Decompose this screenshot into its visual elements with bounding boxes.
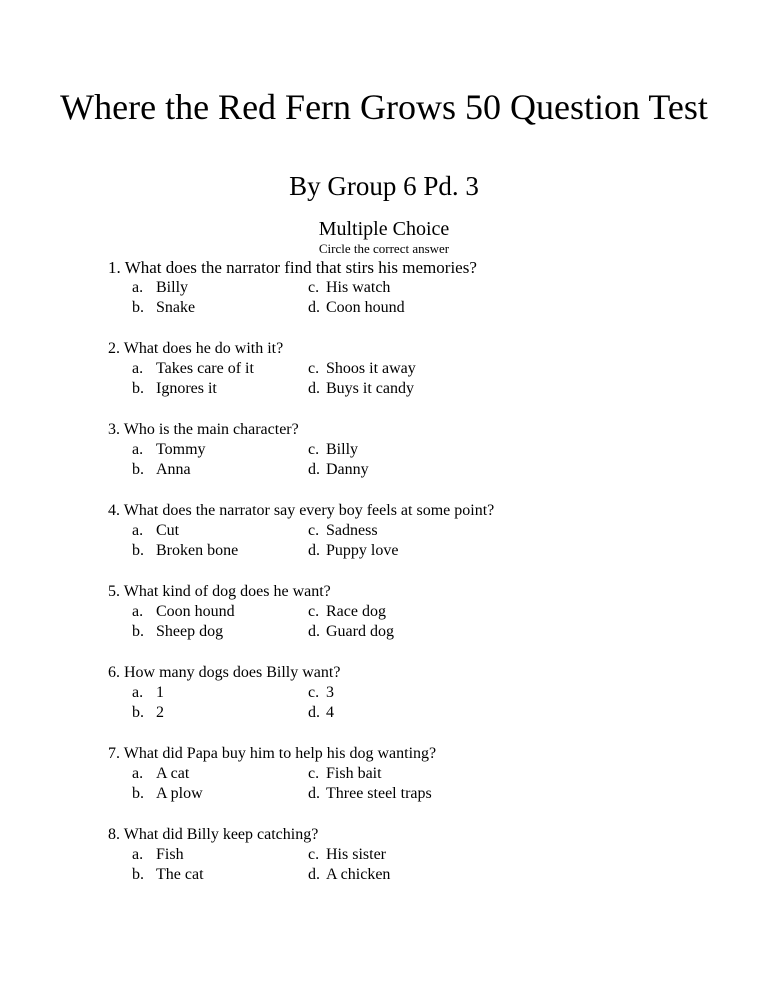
option-a[interactable]	[108, 440, 308, 460]
option-row	[108, 278, 728, 298]
option-a[interactable]	[108, 521, 308, 541]
option-b[interactable]	[108, 622, 308, 642]
option-text: A plow	[156, 785, 203, 802]
option-row	[108, 440, 728, 460]
option-d[interactable]	[308, 541, 398, 561]
option-letter: b.	[132, 461, 144, 478]
option-text: 2	[156, 704, 164, 721]
option-row	[108, 622, 728, 642]
option-letter: a.	[132, 765, 144, 782]
option-d[interactable]	[308, 703, 334, 723]
option-letter: b.	[132, 866, 144, 883]
question-text: 4. What does the narrator say every boy feels at some point?	[108, 502, 495, 519]
option-b[interactable]	[108, 784, 308, 804]
option-b[interactable]	[108, 379, 308, 399]
option-d[interactable]	[308, 298, 405, 318]
option-text: Guard dog	[326, 623, 394, 640]
option-row	[108, 703, 728, 723]
option-text: Coon hound	[326, 299, 405, 316]
option-text: 1	[156, 684, 164, 701]
option-c[interactable]	[308, 845, 386, 865]
option-letter: a.	[132, 846, 144, 863]
option-letter: d.	[308, 461, 320, 478]
question-text: 5. What kind of dog does he want?	[108, 583, 331, 600]
option-text: Takes care of it	[156, 360, 254, 377]
option-text: 4	[326, 704, 334, 721]
question-text: 7. What did Papa buy him to help his dog wanting?	[108, 745, 437, 762]
option-letter: d.	[308, 380, 320, 397]
option-text: Shoos it away	[326, 360, 416, 377]
question-3	[108, 420, 728, 480]
option-c[interactable]	[308, 521, 378, 541]
option-letter: d.	[308, 623, 320, 640]
option-text: 3	[326, 684, 334, 701]
option-text: Fish bait	[326, 765, 382, 782]
option-letter: d.	[308, 299, 320, 316]
option-a[interactable]	[108, 359, 308, 379]
option-text: Snake	[156, 299, 196, 316]
option-text: The cat	[156, 866, 204, 883]
option-text: Anna	[156, 461, 191, 478]
option-row	[108, 683, 728, 703]
option-text: Sheep dog	[156, 623, 224, 640]
option-letter: a.	[132, 603, 144, 620]
option-text: Ignores it	[156, 380, 217, 397]
option-row	[108, 460, 728, 480]
question-text: 6. How many dogs does Billy want?	[108, 664, 341, 681]
option-b[interactable]	[108, 865, 308, 885]
option-a[interactable]	[108, 683, 308, 703]
option-text: Billy	[156, 279, 189, 296]
option-row	[108, 784, 728, 804]
option-row	[108, 298, 728, 318]
option-row	[108, 845, 728, 865]
option-row	[108, 379, 728, 399]
option-text: Broken bone	[156, 542, 239, 559]
option-row	[108, 602, 728, 622]
option-text: Buys it candy	[326, 380, 414, 397]
section-instructions: Circle the correct answer	[318, 241, 450, 256]
option-text: Tommy	[156, 441, 206, 458]
question-8	[108, 825, 728, 885]
option-b[interactable]	[108, 541, 308, 561]
option-text: Fish	[156, 846, 184, 863]
option-a[interactable]	[108, 602, 308, 622]
option-letter: d.	[308, 785, 320, 802]
option-c[interactable]	[308, 602, 386, 622]
option-text: Three steel traps	[326, 785, 432, 802]
option-d[interactable]	[308, 865, 390, 885]
option-letter: a.	[132, 279, 144, 296]
option-letter: b.	[132, 380, 144, 397]
option-letter: b.	[132, 542, 144, 559]
option-text: His watch	[326, 279, 391, 296]
option-text: His sister	[326, 846, 386, 863]
option-letter: c.	[308, 765, 320, 782]
option-letter: b.	[132, 299, 144, 316]
option-text: Puppy love	[326, 542, 399, 559]
option-letter: c.	[308, 846, 320, 863]
question-text: 2. What does he do with it?	[108, 340, 284, 357]
option-text: Sadness	[326, 522, 378, 539]
option-c[interactable]	[308, 440, 358, 460]
option-letter: c.	[308, 279, 320, 296]
question-text: 3. Who is the main character?	[108, 421, 299, 438]
option-letter: c.	[308, 603, 320, 620]
question-7	[108, 744, 728, 804]
option-b[interactable]	[108, 703, 308, 723]
option-letter: c.	[308, 360, 320, 377]
option-letter: d.	[308, 704, 320, 721]
option-row	[108, 521, 728, 541]
option-c[interactable]	[308, 764, 382, 784]
question-2	[108, 339, 728, 399]
option-text: A cat	[156, 765, 190, 782]
option-letter: a.	[132, 684, 144, 701]
option-text: Coon hound	[156, 603, 235, 620]
option-c[interactable]	[308, 278, 390, 298]
option-text: Cut	[156, 522, 180, 539]
option-letter: d.	[308, 542, 320, 559]
option-d[interactable]	[308, 784, 432, 804]
document-title: Where the Red Fern Grows 50 Question Test	[60, 87, 708, 127]
option-letter: c.	[308, 684, 320, 701]
option-letter: a.	[132, 360, 144, 377]
option-d[interactable]	[308, 622, 394, 642]
option-letter: b.	[132, 704, 144, 721]
option-b[interactable]	[108, 460, 308, 480]
option-a[interactable]	[108, 278, 308, 298]
section-title: Multiple Choice	[318, 218, 450, 240]
option-row	[108, 764, 728, 784]
option-row	[108, 359, 728, 379]
option-text: Danny	[326, 461, 369, 478]
option-b[interactable]	[108, 298, 308, 318]
option-row	[108, 865, 728, 885]
option-letter: a.	[132, 441, 144, 458]
option-d[interactable]	[308, 460, 369, 480]
option-d[interactable]	[308, 379, 414, 399]
option-letter: b.	[132, 623, 144, 640]
option-c[interactable]	[308, 359, 416, 379]
option-letter: c.	[308, 441, 320, 458]
option-letter: b.	[132, 785, 144, 802]
option-letter: c.	[308, 522, 320, 539]
option-text: Race dog	[326, 603, 386, 620]
question-5	[108, 582, 728, 642]
question-6	[108, 663, 728, 723]
option-row	[108, 541, 728, 561]
option-letter: d.	[308, 866, 320, 883]
question-4	[108, 501, 728, 561]
question-text: 1. What does the narrator find that stirs his memories?	[108, 258, 477, 277]
document-subtitle: By Group 6 Pd. 3	[289, 171, 479, 201]
question-text: 8. What did Billy keep catching?	[108, 826, 319, 843]
question-list	[108, 258, 728, 906]
option-a[interactable]	[108, 764, 308, 784]
option-text: Billy	[326, 441, 359, 458]
option-c[interactable]	[308, 683, 334, 703]
option-text: A chicken	[326, 866, 391, 883]
option-letter: a.	[132, 522, 144, 539]
option-a[interactable]	[108, 845, 308, 865]
question-1	[108, 258, 728, 318]
